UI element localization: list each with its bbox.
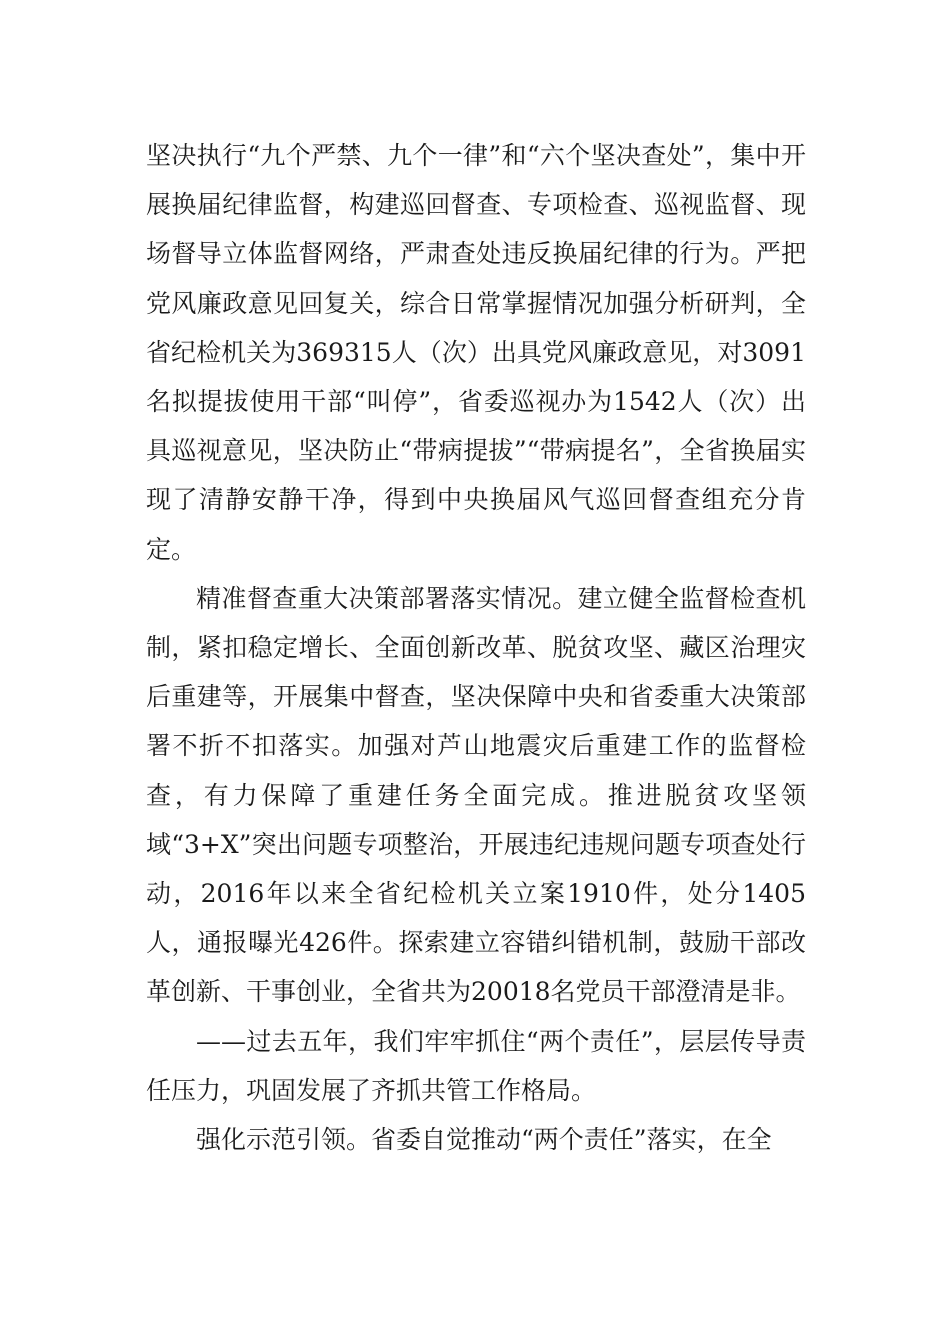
paragraph-1: 坚决执行“九个严禁、九个一律”和“六个坚决查处”，集中开展换届纪律监督，构建巡回督查、专项检查、巡视监督、现场督导立体监督网络，严肃查处违反换届纪律的行为。严把党风廉政意见回复关，综合日常掌握情况加强分析研判，全省纪检机关为369315人（次）出具党风廉政意见，对3091名拟提拔使用干部“叫停”，省委巡视办为1542人（次）出具巡视意见，坚决防止“带病提拔”“带病提名”，全省换届实现了清静安静干净，得到中央换届风气巡回督查组充分肯定。: [146, 141, 806, 564]
body-text: [146, 131, 806, 1164]
paragraph-3: ——过去五年，我们牢牢抓住“两个责任”，层层传导责任压力，巩固发展了齐抓共管工作格局。: [146, 1026, 806, 1105]
paragraph-4: 强化示范引领。省委自觉推动“两个责任”落实，在全: [196, 1125, 772, 1155]
paragraph-2: 精准督查重大决策部署落实情况。建立健全监督检查机制，紧扣稳定增长、全面创新改革、脱贫攻坚、藏区治理灾后重建等，开展集中督查，坚决保障中央和省委重大决策部署不折不扣落实。加强对芦山地震灾后重建工作的监督检查，有力保障了重建任务全面完成。推进脱贫攻坚领域“3+X”突出问题专项整治，开展违纪违规问题专项查处行动，2016年以来全省纪检机关立案1910件，处分1405人，通报曝光426件。探索建立容错纠错机制，鼓励干部改革创新、干事创业，全省共为20018名党员干部澄清是非。: [146, 583, 806, 1007]
